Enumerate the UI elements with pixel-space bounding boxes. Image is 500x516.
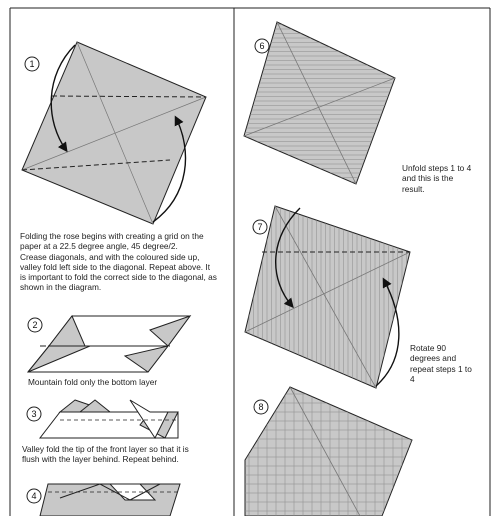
step7-text-line: Rotate 90 xyxy=(410,343,446,353)
step8-square xyxy=(245,387,412,516)
step6-number: 6 xyxy=(259,41,265,51)
step8-number: 8 xyxy=(258,402,264,412)
step7-square xyxy=(245,206,410,388)
step1-text-line: valley fold left side to the diagonal. Repeat above. It xyxy=(20,261,211,272)
step3-text-line: Valley fold the tip of the front layer so that it is xyxy=(22,444,189,454)
step7-diagram xyxy=(240,204,411,390)
step2-number: 2 xyxy=(32,320,38,330)
step3-text-line: flush with the layer behind. Repeat behind. xyxy=(22,454,179,465)
step1-text-line: shown in the diagram. xyxy=(20,282,102,293)
step7-text-line: degrees and xyxy=(410,353,457,364)
step8-diagram xyxy=(240,385,414,516)
step1-square xyxy=(22,42,206,224)
step6-text-line: Unfold steps 1 to 4 xyxy=(402,163,472,173)
step2-caption-text: Mountain fold only the bottom layer xyxy=(28,377,158,387)
step1-text-line: Crease diagonals, and with the coloured side up, xyxy=(20,251,200,262)
step6-text-line: and this is the xyxy=(402,173,454,184)
step1-instructions xyxy=(20,231,217,293)
step7-instructions xyxy=(410,343,472,384)
step7-text-line: repeat steps 1 to xyxy=(410,363,472,374)
step3-diagram xyxy=(27,400,178,438)
step2-diagram xyxy=(28,316,190,372)
step6-text-line: result. xyxy=(402,183,425,194)
step3-number: 3 xyxy=(31,409,37,419)
step4-diagram xyxy=(27,484,180,516)
step2-caption xyxy=(28,377,157,387)
step4-number: 4 xyxy=(31,491,37,501)
step6-diagram xyxy=(240,20,400,184)
step1-text-line: Folding the rose begins with creating a grid on the xyxy=(20,231,204,241)
step3-instructions xyxy=(22,444,189,465)
step1-text-line: is important to fold the correct side to the diagonal, as xyxy=(20,272,217,283)
step1-number: 1 xyxy=(29,59,35,69)
step1-diagram xyxy=(22,42,206,224)
step7-text-line: 4 xyxy=(410,373,415,384)
step7-number: 7 xyxy=(257,222,263,232)
step6-instructions xyxy=(402,163,471,194)
step1-text-line: paper at a 22.5 degree angle, 45 degree/2. xyxy=(20,241,178,252)
